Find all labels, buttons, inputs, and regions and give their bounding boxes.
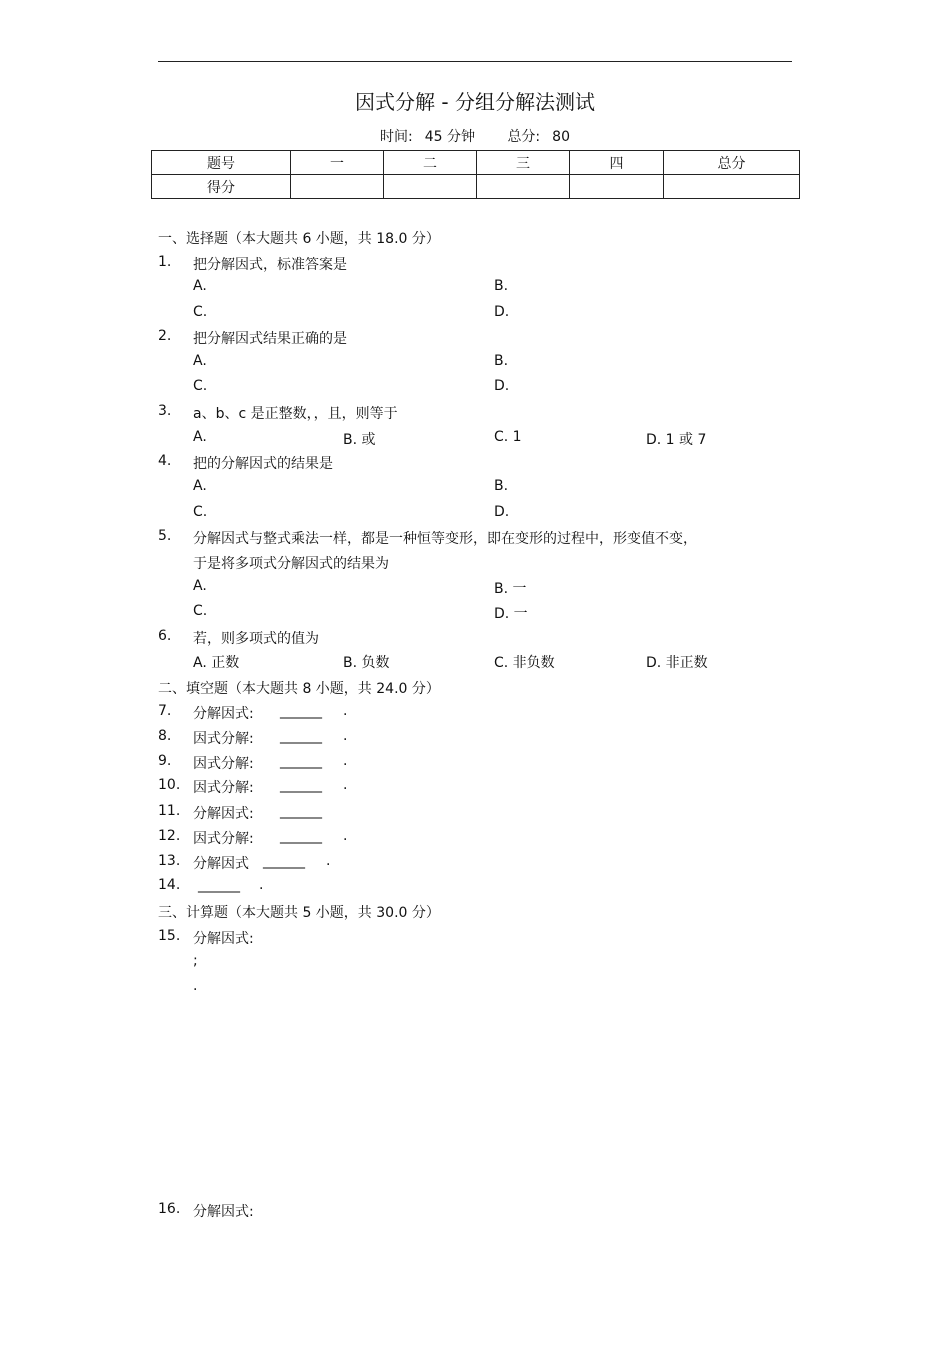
option-d[interactable]: D. 一: [494, 606, 528, 622]
time-label: 时间:: [380, 129, 413, 145]
question-text: 把分解因式结果正确的是: [193, 331, 347, 347]
table-cell: 一: [291, 151, 384, 175]
question-number: 3.: [158, 403, 172, 419]
question-number: 10.: [158, 777, 181, 793]
question-text: 分解因式:: [193, 706, 254, 722]
score-input-cell[interactable]: [291, 175, 384, 199]
option-a[interactable]: A.: [193, 578, 207, 594]
question-text: 若，则多项式的值为: [193, 631, 319, 647]
option-d[interactable]: D.: [494, 304, 510, 320]
table-cell: 总分: [664, 151, 800, 175]
question-number: 12.: [158, 828, 181, 844]
sub-item: .: [193, 978, 198, 994]
question-end: .: [343, 777, 348, 793]
option-d[interactable]: D. 1 或 7: [646, 432, 707, 448]
option-d[interactable]: D.: [494, 378, 510, 394]
table-cell: 二: [384, 151, 477, 175]
question-text: 把的分解因式的结果是: [193, 456, 333, 472]
option-c[interactable]: C.: [193, 603, 208, 619]
question-text: 因式分解:: [193, 831, 254, 847]
answer-blank[interactable]: ______: [263, 853, 305, 869]
page-title: 因式分解 - 分组分解法测试: [355, 90, 595, 114]
time-value: 45 分钟: [424, 129, 475, 145]
answer-blank[interactable]: ______: [280, 703, 322, 719]
question-number: 11.: [158, 803, 181, 819]
score-table: [151, 150, 800, 199]
answer-blank[interactable]: ______: [280, 753, 322, 769]
exam-meta: [0, 126, 950, 146]
question-number: 5.: [158, 528, 172, 544]
question-text: 因式分解:: [193, 756, 254, 772]
question-text: 因式分解:: [193, 780, 254, 796]
question-text: 分解因式: [193, 856, 249, 872]
option-c[interactable]: C.: [193, 378, 208, 394]
question-number: 14.: [158, 877, 181, 893]
question-end: .: [326, 853, 331, 869]
question-end: .: [259, 877, 264, 893]
option-a[interactable]: A.: [193, 478, 207, 494]
option-a[interactable]: A.: [193, 429, 207, 445]
option-c[interactable]: C.: [193, 504, 208, 520]
question-number: 7.: [158, 703, 172, 719]
answer-blank[interactable]: ______: [280, 828, 322, 844]
question-end: .: [343, 828, 348, 844]
option-c[interactable]: C.: [193, 304, 208, 320]
question-number: 15.: [158, 928, 181, 944]
option-b[interactable]: B. 一: [494, 581, 527, 597]
answer-blank[interactable]: ______: [198, 877, 240, 893]
question-text-continued: 于是将多项式分解因式的结果为: [193, 556, 389, 572]
question-number: 4.: [158, 453, 172, 469]
score-input-cell[interactable]: [570, 175, 664, 199]
option-b[interactable]: B. 负数: [343, 655, 390, 671]
question-end: .: [343, 703, 348, 719]
table-cell: 题号: [152, 151, 291, 175]
option-a[interactable]: A. 正数: [193, 655, 240, 671]
score-input-cell[interactable]: [477, 175, 570, 199]
score-table-score-row: [152, 175, 800, 199]
answer-blank[interactable]: ______: [280, 728, 322, 744]
question-number: 9.: [158, 753, 172, 769]
question-text: a、b、c 是正整数，，且，则等于: [193, 406, 398, 422]
section-heading: 二、填空题（本大题共 8 小题，共 24.0 分）: [158, 681, 440, 697]
option-b[interactable]: B.: [494, 353, 509, 369]
answer-blank[interactable]: ______: [280, 777, 322, 793]
option-b[interactable]: B. 或: [343, 432, 376, 448]
total-value: 80: [552, 129, 570, 145]
table-cell: 四: [570, 151, 664, 175]
option-a[interactable]: A.: [193, 278, 207, 294]
question-text: 分解因式:: [193, 1204, 254, 1220]
option-a[interactable]: A.: [193, 353, 207, 369]
option-d[interactable]: D.: [494, 504, 510, 520]
question-text: 分解因式与整式乘法一样，都是一种恒等变形，即在变形的过程中，形变值不变，: [193, 531, 697, 547]
score-input-cell[interactable]: [664, 175, 800, 199]
question-text: 分解因式:: [193, 806, 254, 822]
question-number: 2.: [158, 328, 172, 344]
option-b[interactable]: B.: [494, 278, 509, 294]
top-rule: [158, 61, 792, 62]
question-end: .: [343, 753, 348, 769]
question-number: 8.: [158, 728, 172, 744]
option-d[interactable]: D. 非正数: [646, 655, 708, 671]
question-number: 1.: [158, 254, 172, 270]
question-number: 13.: [158, 853, 181, 869]
answer-blank[interactable]: ______: [280, 803, 322, 819]
question-text: 把分解因式，标准答案是: [193, 257, 347, 273]
question-number: 6.: [158, 628, 172, 644]
table-cell: 得分: [152, 175, 291, 199]
table-cell: 三: [477, 151, 570, 175]
question-text: 因式分解:: [193, 731, 254, 747]
option-c[interactable]: C. 非负数: [494, 655, 555, 671]
question-text: 分解因式:: [193, 931, 254, 947]
score-input-cell[interactable]: [384, 175, 477, 199]
total-label: 总分:: [507, 129, 541, 145]
option-b[interactable]: B.: [494, 478, 509, 494]
option-c[interactable]: C. 1: [494, 429, 522, 445]
section-heading: 三、计算题（本大题共 5 小题，共 30.0 分）: [158, 905, 440, 921]
question-number: 16.: [158, 1201, 181, 1217]
sub-item: ;: [193, 953, 198, 969]
section-heading: 一、选择题（本大题共 6 小题，共 18.0 分）: [158, 231, 440, 247]
question-end: .: [343, 728, 348, 744]
score-table-header-row: [152, 151, 800, 175]
